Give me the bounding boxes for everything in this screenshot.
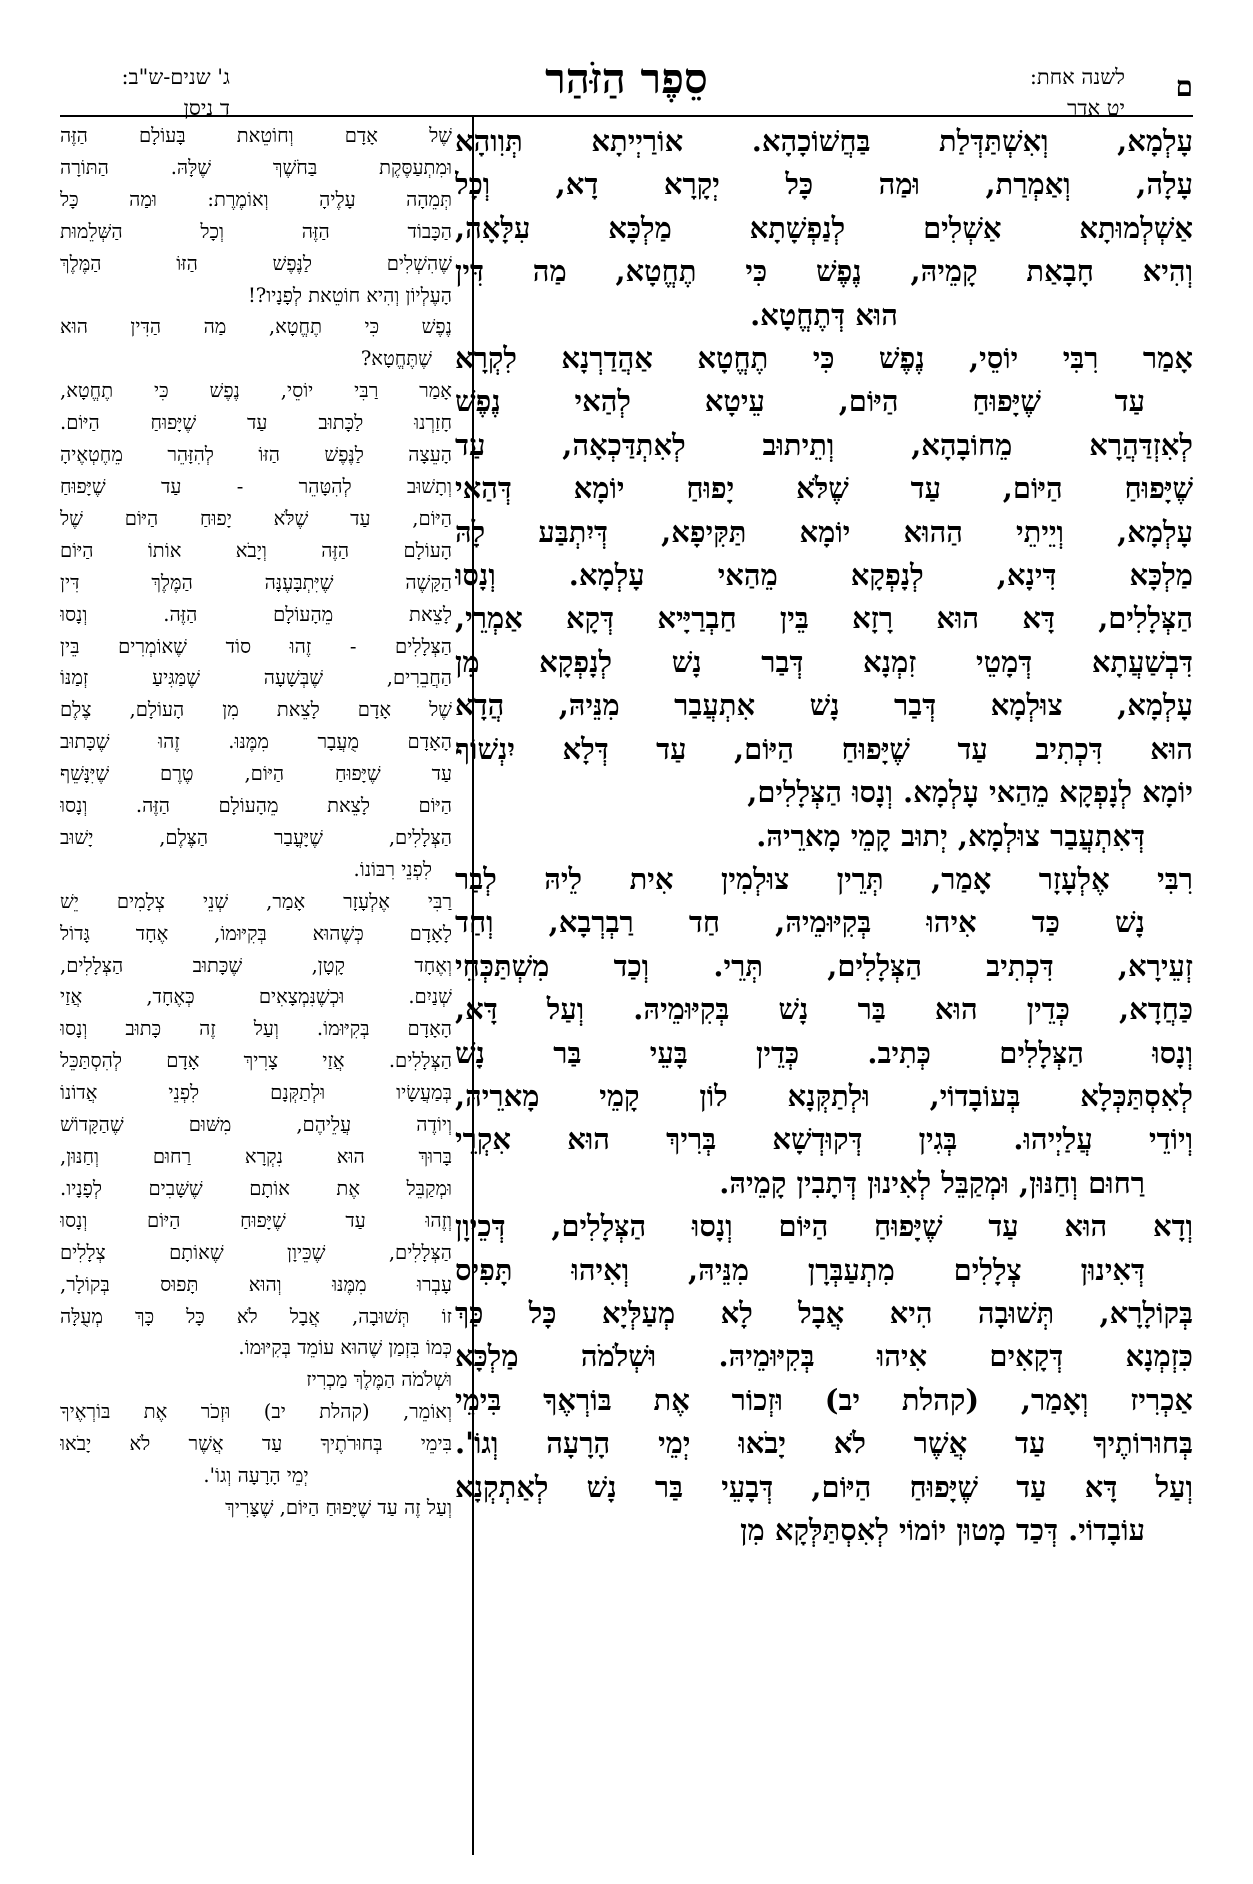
side-text-line: שֶׁהִשְׁלִים לַנֶּפֶשׁ הַזּוֹ הַמֶּלֶךְ <box>60 251 452 275</box>
main-text-line: רַחוּם וְחַנּוּן, וּמְקַבֵּל לְאִינוּן דְּתָבִין קָמֵיהּ. <box>719 1165 1145 1200</box>
side-text-line: לִפְנֵי רִבּוֹנוֹ. <box>353 857 432 881</box>
side-text-line: בִּימֵי בְּחוּרֹתֶיךָ עַד אֲשֶׁר לֹא יָבֹאוּ <box>60 1432 452 1456</box>
main-column-aramaic <box>455 120 1193 1552</box>
side-text-line: שֶׁתֶּחֱטָא? <box>360 347 432 371</box>
side-text-line: וְתָשׁוּב לְהִטָּהֵר - עַד שֶׁיָּפוּחַ <box>60 474 452 498</box>
main-text-line: כַּחֲדָא, כְּדֵין הוּא בַּר נָשׁ בְּקִיּוּמֵיהּ. וְעַל דָּא, <box>455 992 1193 1027</box>
side-text-line: לָצֵאת מֵהָעוֹלָם הַזֶּה. וְנָסוּ <box>60 602 452 626</box>
main-text-line: מַלְכָּא דִּינָא, לְנָפְקָא מֵהַאי עָלְמָא. וְנָסוּ <box>455 558 1193 593</box>
side-text-line: יְמֵי הָרָעָה וְגוֹ'. <box>203 1464 309 1488</box>
side-text-line: עָבְרוּ מִמֶּנּוּ וְהוּא תָּפוּס בְּקוֹלָר, <box>60 1272 452 1296</box>
side-text-line: וְעַל זֶה עַד שֶׁיָּפוּחַ הַיּוֹם, שֶׁצָּרִיךְ <box>225 1495 452 1519</box>
side-text-line: הָאָדָם מֻעֲבָר מִמֶּנּוּ. זֶהוּ שֶׁכָּתוּב <box>60 730 452 754</box>
main-text-line: כִּזְמְנָא דְּקָאִים אִיהוּ בְּקִיּוּמֵיהּ. וּשְׁלֹמֹה מַלְכָּא <box>455 1339 1193 1374</box>
side-text-line: שֶׁל אָדָם לָצֵאת מִן הָעוֹלָם, צֶלֶם <box>60 698 452 722</box>
main-text-line: עַד שֶׁיָּפוּחַ הַיּוֹם, עֵיטָא לְהַאי נֶפֶשׁ <box>455 384 1145 419</box>
main-text-line: בְּחוּרוֹתֶיךָ עַד אֲשֶׁר לֹא יָבֹאוּ יְמֵי הָרָעָה וְגוֹ'. <box>455 1426 1193 1461</box>
side-text-line: וְזֶהוּ עַד שֶׁיָּפוּחַ הַיּוֹם וְנָסוּ <box>60 1208 452 1232</box>
main-text-line: דְּאִינוּן צְלָלִים מִתְעַבְּרָן מִנֵּיהּ, וְאִיהוּ תָּפִיס <box>455 1252 1145 1287</box>
main-text-line: עוֹבָדוֹי. דְּכַד מָטוּן יוֹמוֹי לְאִסְתַּלְּקָא מִן <box>740 1513 1145 1547</box>
page-title: סֵפֶר הַזֹּהַר <box>545 54 708 103</box>
main-text-line: הוּא דִּכְתִיב עַד שֶׁיָּפוּחַ הַיּוֹם, עַד דְּלָא יִנְשׁוֹף <box>455 731 1193 766</box>
side-text-line: בָּרוּךְ הוּא נִקְרָא רַחוּם וְחַנּוּן, <box>60 1145 452 1168</box>
header-rule <box>60 115 1193 117</box>
main-text-line: עָלְמָא, וְיֵיתֵי הַהוּא יוֹמָא תַּקִּיפָא, דְּיִתְבַּע לָהּ <box>455 514 1193 549</box>
side-text-line: חָזַרְנוּ לַכָּתוּב עַד שֶׁיָּפוּחַ הַיּוֹם. <box>60 411 452 435</box>
main-text-line: עָלָה, וְאַמְרַת, וּמַה כָּל יְקָרָא דָא, וְכָל <box>455 167 1193 202</box>
side-text-line: כְּמוֹ בִּזְמַן שֶׁהוּא עוֹמֵד בְּקִיּוּמוֹ. <box>238 1336 452 1360</box>
main-text-line: הוּא דְּתֶחֱטָא. <box>750 297 898 332</box>
side-text-line: נֶפֶשׁ כִּי תֶחֱטָא, מַה הַדִּין הוּא <box>60 315 452 339</box>
side-text-line: הַצְּלָלִים. אֲזַי צָרִיךְ אָדָם לְהִסְתַּכֵּל <box>60 1049 452 1073</box>
side-text-line: הַצְּלָלִים, שֶׁיָּעֳבַר הַצֶּלֶם, יָשׁוּב <box>60 825 452 849</box>
page-letter: ם <box>1175 70 1193 103</box>
side-column-hebrew <box>60 120 452 1524</box>
side-text-line: וּמְקַבֵּל אֶת אוֹתָם שֶׁשָּׁבִים לְפָנָיו. <box>60 1176 452 1200</box>
main-text-line: רִבִּי אֶלְעָזָר אָמַר, תְּרֵין צוּלְמִין אִית לֵיהּ לְבַר <box>455 861 1193 896</box>
side-text-line: עַד שֶׁיָּפוּחַ הַיּוֹם, טֶרֶם שֶׁיִּנָּשֵׁף <box>60 762 452 786</box>
side-text-line: הָעֵצָה לַנֶּפֶשׁ הַזּוֹ לְהִזָּהֵר מֵחֶטְאֶיהָ <box>60 443 452 467</box>
side-text-line: וּמִתְעַסֶּקֶת בַּחֹשֶׁךְ שֶׁלָּהּ. הַתּוֹרָה <box>60 155 452 179</box>
side-text-line: רַבִּי אֶלְעָזָר אָמַר, שְׁנֵי צְלָמִים יֵשׁ <box>60 889 452 913</box>
main-text-line: עָלְמָא, צוּלְמָא דְּבַר נָשׁ אִתְעֲבַר מִנֵּיהּ, הֲדָא <box>455 688 1193 723</box>
main-text-line: וְדָא הוּא עַד שֶׁיָּפוּחַ הַיּוֹם וְנָסוּ הַצְּלָלִים, דְּכֵיוָן <box>455 1209 1193 1244</box>
main-text-line: דְּאִתְעֲבַר צוּלְמָא, יְתוּב קָמֵי מָארֵיהּ. <box>756 818 1145 853</box>
main-text-line: לְאִזְדַּהֲרָא מֵחוֹבָהָא, וְתֵיתוּב לְאִתְדַּכְאָה, עַד <box>455 427 1193 462</box>
main-text-line: יוֹמָא לְנָפְקָא מֵהַאי עָלְמָא. וְנָסוּ הַצְּלָלִים, <box>747 775 1193 810</box>
side-text-line: הַחֲבֵרִים, שֶׁבְּשָׁעָה שֶׁמַּגִּיעַ זְמַנּוֹ <box>60 666 452 690</box>
left-date-line-1: ג' שנים-ש"ב: <box>121 65 230 89</box>
main-text-line: וְהִיא חָבָאַת קָמֵיהּ, נֶפֶשׁ כִּי תֶחֱטָא, מַה דִּין <box>455 254 1193 289</box>
right-date-line-1: לשנה אחת: <box>1029 65 1125 89</box>
side-text-line: הָעֶלְיוֹן וְהִיא חוֹטֵאת לְפָנָיו?! <box>247 283 452 307</box>
main-text-line: שֶׁיָּפוּחַ הַיּוֹם, עַד שֶׁלֹּא יָפוּחַ יוֹמָא דְּהַאי <box>455 471 1193 506</box>
main-text-line: עָלְמָא, וְאִשְׁתַּדְּלַת בַּחֲשׁוֹכָהָא. אוֹרַיְיתָא תְּוִוהָא <box>455 124 1193 158</box>
main-text-line: וְיוֹדֵי עֲלַיְיהוּ. בְּגִין דְּקוּדְשָׁא בְּרִיךְ הוּא אִקְרֵי <box>455 1122 1193 1157</box>
right-date-line-2: יט אדר <box>1067 96 1125 120</box>
side-text-line: אָמַר רַבִּי יוֹסֵי, נֶפֶשׁ כִּי תֶחֱטָא, <box>60 379 452 403</box>
side-text-line: וְיוֹדֶה עֲלֵיהֶם, מִשּׁוּם שֶׁהַקָּדוֹשׁ <box>60 1113 452 1137</box>
main-text-line: אַשְׁלְמוּתָא אַשְׁלִים לְנַפְשָׁתָא מַלְכָּא עִלָּאָה, <box>455 210 1193 245</box>
side-text-line: לָאָדָם כְּשֶׁהוּא בְּקִיּוּמוֹ, אֶחָד גָּדוֹל <box>60 921 452 945</box>
main-text-line: דִּבְשַׁעֲתָא דְּמָטֵי זִמְנָא דְּבַר נָשׁ לְנָפְקָא מִן <box>455 644 1193 679</box>
side-text-line: הַיּוֹם לָצֵאת מֵהָעוֹלָם הַזֶּה. וְנָסוּ <box>60 794 452 818</box>
side-text-line: הַיּוֹם, עַד שֶׁלֹּא יָפוּחַ הַיּוֹם שֶׁל <box>60 506 452 530</box>
main-text-line: לְאִסְתַּכְּלָא בְּעוֹבָדוֹי, וּלְתַקְּנָא לוֹן קָמֵי מָארֵיהּ, <box>455 1078 1193 1113</box>
main-text-line: אָמַר רִבִּי יוֹסֵי, נֶפֶשׁ כִּי תֶחֱטָא אַהֲדַרְנָא לִקְרָא <box>455 341 1193 376</box>
side-text-line: הָאָדָם בְּקִיּוּמוֹ. וְעַל זֶה כָּתוּב וְנָסוּ <box>60 1017 452 1041</box>
side-text-line: הָעוֹלָם הַזֶּה וְיָבֹא אוֹתוֹ הַיּוֹם <box>60 538 452 562</box>
side-text-line: וְאוֹמֵר, (קהלת יב) וּזְכֹר אֶת בּוֹרְאֶיךָ <box>60 1400 452 1424</box>
main-text-line: וְנָסוּ הַצְּלָלִים כְּתִיב. כְּדֵין בָּעֵי בַּר נָשׁ <box>455 1035 1193 1070</box>
side-text-line: הַצְּלָלִים - זֶהוּ סוֹד שֶׁאוֹמְרִים בֵּין <box>60 634 452 658</box>
side-text-line: בְּמַעֲשָׂיו וּלְתַקְּנָם לִפְנֵי אֲדוֹנוֹ <box>60 1081 452 1105</box>
main-text-line: זְעֵירָא, דִּכְתִיב הַצְּלָלִים, תְּרֵי. וְכַד מִשְׁתַּכְּחֵי <box>455 948 1193 983</box>
side-text-line: וּשְׁלֹמֹה הַמֶּלֶךְ מַכְרִיז <box>306 1368 452 1392</box>
main-text-line: בְּקוֹלָרָא, תְּשׁוּבָה הִיא אֲבָל לָא מְעַלְּיָא כָּל כַּךְ <box>455 1295 1193 1330</box>
side-text-line: הַכָּבוֹד הַזֶּה וְכָל הַשְּׁלֵמוּת <box>60 219 452 243</box>
side-text-line: וְאֶחָד קָטָן, שֶׁכָּתוּב הַצְּלָלִים, <box>60 953 452 977</box>
main-text-line: וְעַל דָּא עַד שֶׁיָּפוּחַ הַיּוֹם, דְּבָעֵי בַּר נָשׁ לְאַתְקְנָא <box>455 1469 1193 1504</box>
side-text-line: שֶׁל אָדָם וְחוֹטֵאת בָּעוֹלָם הַזֶּה <box>60 124 452 147</box>
side-text-line: שְׁנַיִם. וּכְשֶׁנִּמְצָאִים כְּאֶחָד, אֲזַי <box>60 985 452 1009</box>
side-text-line: זוֹ תְּשׁוּבָה, אֲבָל לֹא כָּל כָּךְ מְעֻלָּה <box>60 1304 452 1328</box>
side-text-line: הַקָּשֶׁה שֶׁיִּתְבָּעֶנָּה הַמֶּלֶךְ דִּין <box>60 570 452 594</box>
side-text-line: הַצְּלָלִים, שֶׁכֵּיוָן שֶׁאוֹתָם צְלָלִים <box>60 1240 452 1264</box>
main-text-line: נָשׁ כַּד אִיהוּ בְּקִיּוּמֵיהּ, חַד רַבְרְבָא, וְחַד <box>455 905 1145 940</box>
left-date-line-2: ד ניסן <box>183 96 230 120</box>
main-text-line: הַצְּלָלִים, דָּא הוּא רָזָא בֵּין חַבְרַיָּיא דְּקָא אַמְרֵי, <box>455 601 1193 636</box>
main-text-line: אַכְרִיז וְאָמַר, (קהלת יב) וּזְכוֹר אֶת בּוֹרְאֶךָ בִּימֵי <box>455 1382 1193 1417</box>
side-text-line: תְּמֵהָה עָלֶיהָ וְאוֹמֶרֶת: וּמַה כָּל <box>60 187 452 211</box>
